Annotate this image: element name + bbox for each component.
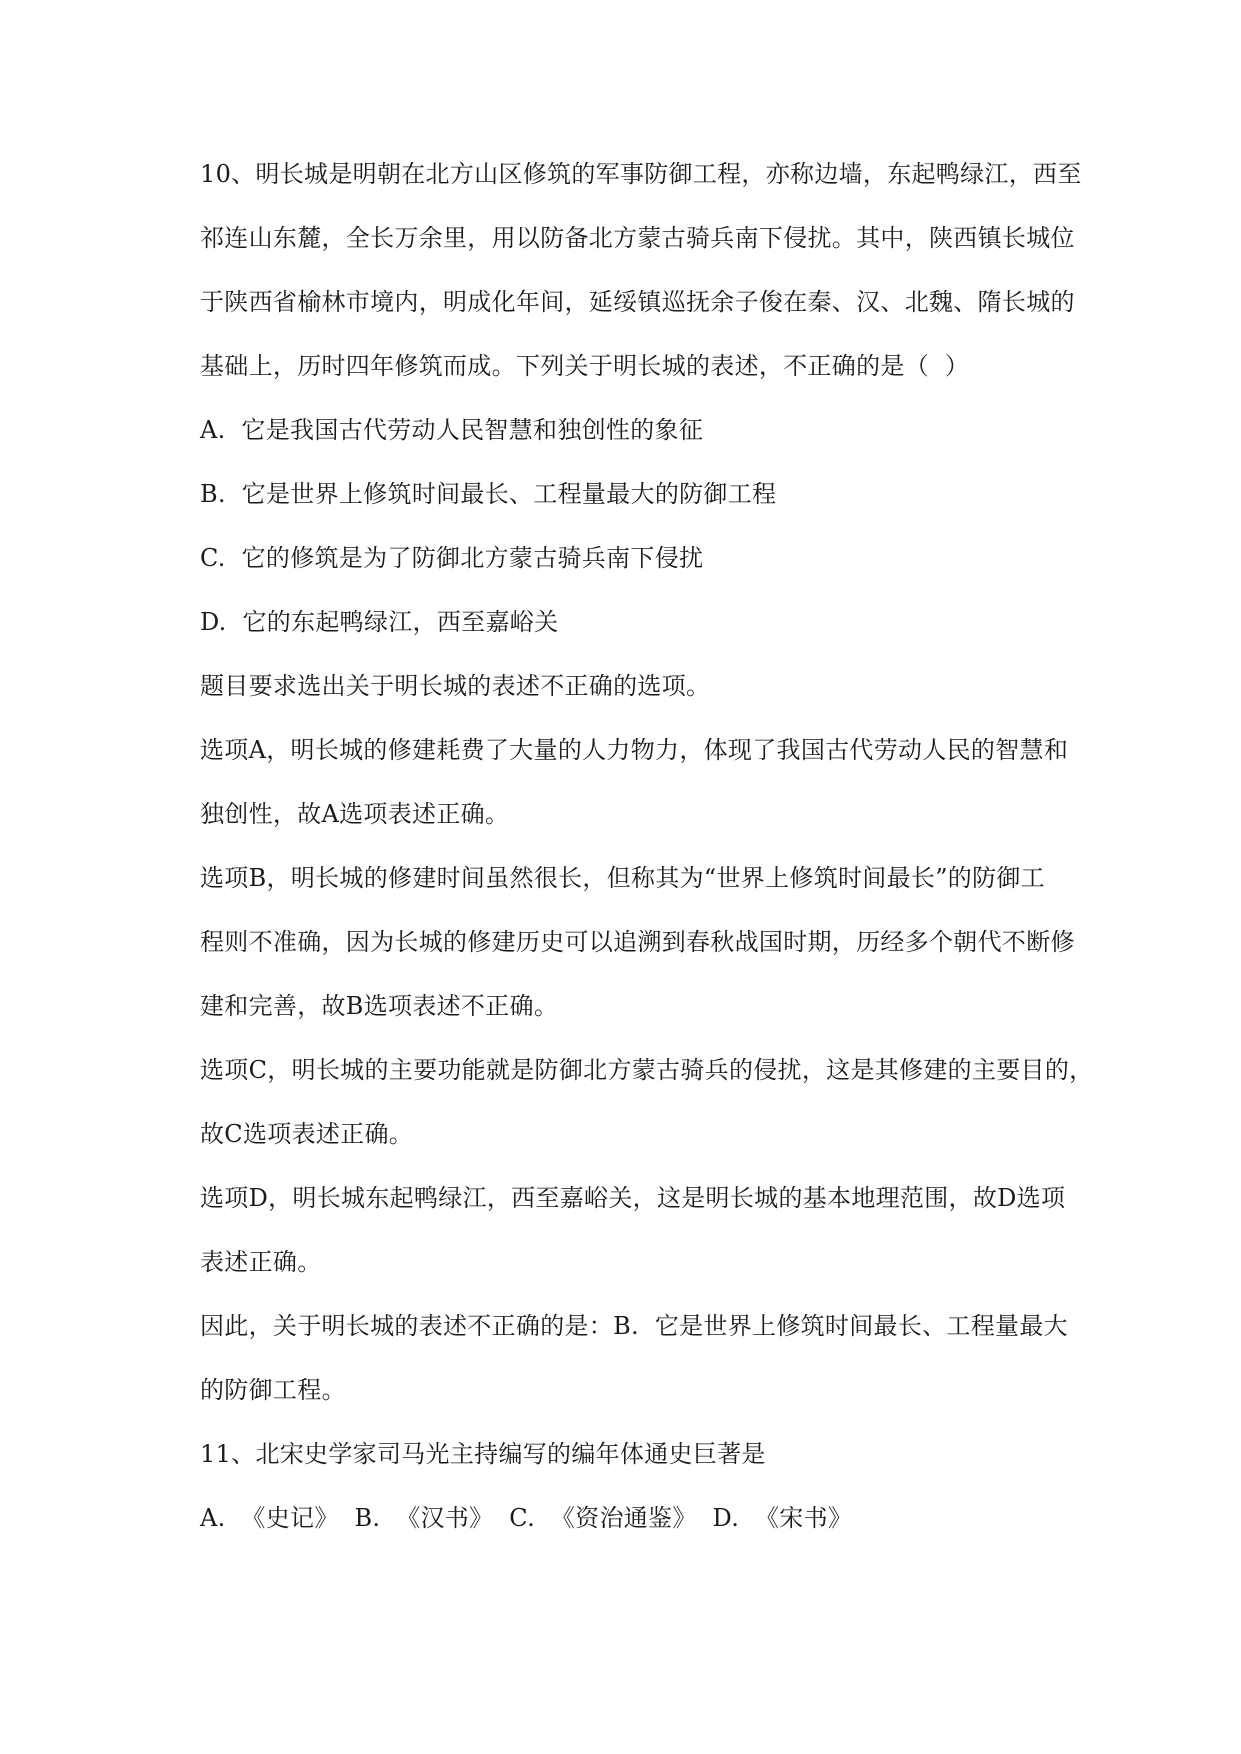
analysis-a-line-1: 选项A，明长城的修建耗费了大量的人力物力，体现了我国古代劳动人民的智慧和: [200, 736, 1069, 764]
question-10-stem-line-2: 祁连山东麓，全长万余里，用以防备北方蒙古骑兵南下侵扰。其中，陕西镇长城位: [200, 224, 1075, 252]
analysis-c-line-2: 故C选项表述正确。: [200, 1120, 414, 1148]
analysis-intro: 题目要求选出关于明长城的表述不正确的选项。: [200, 672, 711, 700]
analysis-b-line-2: 程则不准确，因为长城的修建历史可以追溯到春秋战国时期，历经多个朝代不断修: [200, 928, 1075, 956]
analysis-a-line-2: 独创性，故A选项表述正确。: [200, 800, 510, 828]
analysis-d-line-2: 表述正确。: [200, 1248, 322, 1276]
document-page: [200, 142, 1094, 1550]
analysis-b-line-3: 建和完善，故B选项表述不正确。: [200, 992, 559, 1020]
question-10-option-c: C. 它的修筑是为了防御北方蒙古骑兵南下侵扰: [200, 544, 704, 572]
conclusion-line-1: 因此，关于明长城的表述不正确的是：B. 它是世界上修筑时间最长、工程量最大: [200, 1312, 1068, 1340]
question-10-stem-line-1: 10、明长城是明朝在北方山区修筑的军事防御工程，亦称边墙，东起鸭绿江，西至: [200, 160, 1082, 188]
question-11-stem: 11、北宋史学家司马光主持编写的编年体通史巨著是: [200, 1440, 766, 1468]
question-11-options: A. 《史记》 B. 《汉书》 C. 《资治通鉴》 D. 《宋书》: [200, 1504, 853, 1532]
question-10-option-b: B. 它是世界上修筑时间最长、工程量最大的防御工程: [200, 480, 777, 508]
question-10-option-d: D. 它的东起鸭绿江，西至嘉峪关: [200, 608, 559, 636]
question-10-option-a: A. 它是我国古代劳动人民智慧和独创性的象征: [200, 416, 704, 444]
analysis-b-line-1: 选项B，明长城的修建时间虽然很长，但称其为“世界上修筑时间最长”的防御工: [200, 864, 1045, 892]
analysis-c-line-1: 选项C，明长城的主要功能就是防御北方蒙古骑兵的侵扰，这是其修建的主要目的，: [200, 1056, 1094, 1084]
conclusion-line-2: 的防御工程。: [200, 1376, 346, 1404]
analysis-d-line-1: 选项D，明长城东起鸭绿江，西至嘉峪关，这是明长城的基本地理范围，故D选项: [200, 1184, 1066, 1212]
question-10-stem-line-3: 于陕西省榆林市境内，明成化年间，延绥镇巡抚余子俊在秦、汉、北魏、隋长城的: [200, 288, 1075, 316]
question-10-stem-line-4: 基础上，历时四年修筑而成。下列关于明长城的表述，不正确的是（ ）: [200, 352, 970, 380]
